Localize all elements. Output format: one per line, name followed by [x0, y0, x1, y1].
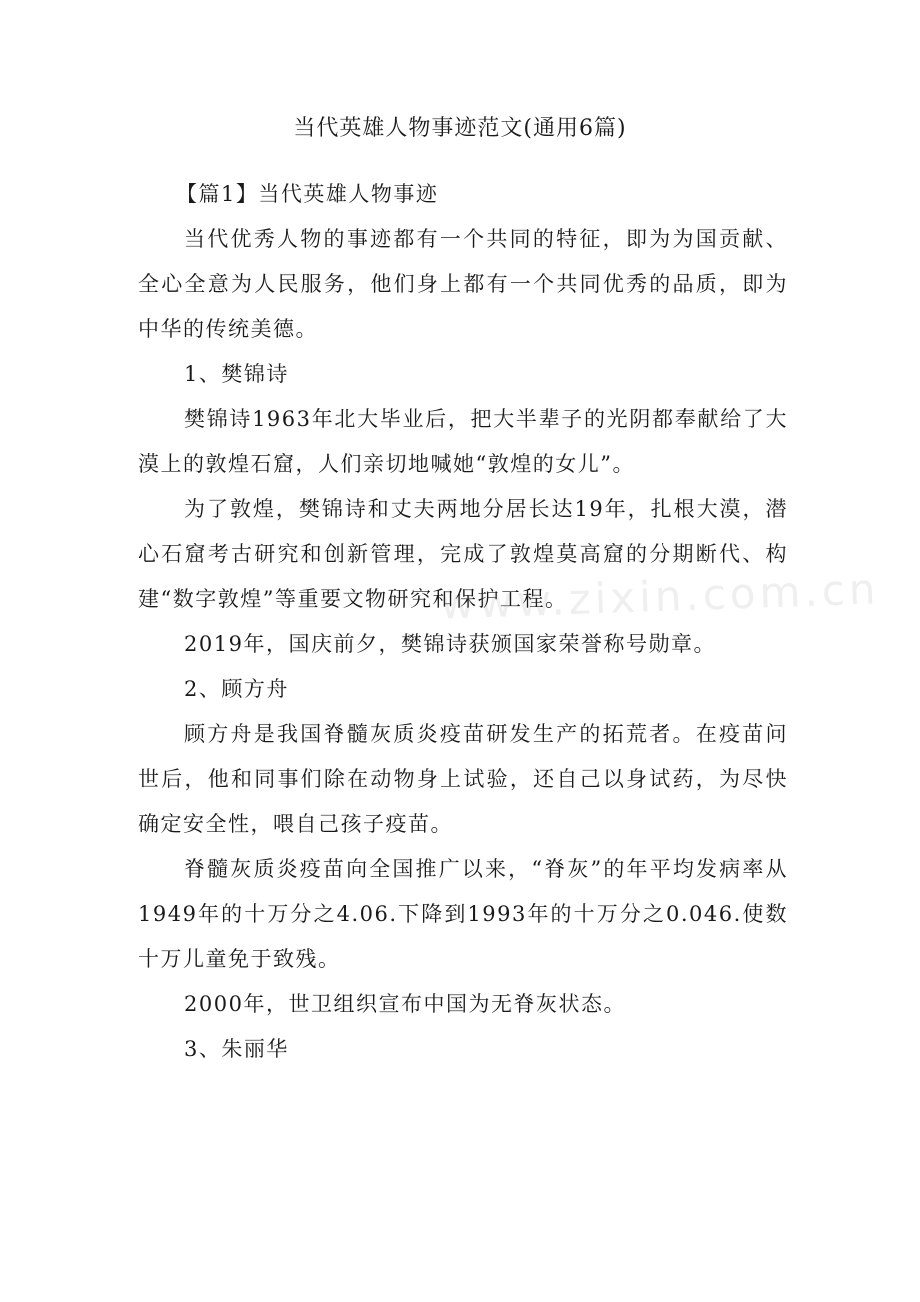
paragraph-gu-fangzhou-3: 2000年，世卫组织宣布中国为无脊灰状态。 — [184, 992, 626, 1016]
paragraph-intro: 当代优秀人物的事迹都有一个共同的特征，即为为国贡献、全心全意为人民服务，他们身上都有一个共同优秀的品质，即为中华的传统美德。 — [138, 227, 788, 341]
paragraph-fan-jinshi-1: 樊锦诗1963年北大毕业后，把大半辈子的光阴都奉献给了大漠上的敦煌石窟，人们亲切地喊她“敦煌的女儿”。 — [138, 407, 788, 476]
person-heading-zhu-lihua: 3、朱丽华 — [184, 1037, 289, 1061]
document-title: 当代英雄人物事迹范文(通用6篇) — [293, 116, 627, 141]
document-body — [138, 172, 788, 1072]
paragraph-gu-fangzhou-2: 脊髓灰质炎疫苗向全国推广以来，“脊灰”的年平均发病率从1949年的十万分之4.06.下降到1993年的十万分之0.046.使数十万儿童免于致残。 — [138, 857, 788, 971]
watermark: www.zixin.com.cn — [439, 564, 881, 629]
person-heading-gu-fangzhou: 2、顾方舟 — [184, 677, 289, 701]
paragraph-fan-jinshi-2: 为了敦煌，樊锦诗和丈夫两地分居长达19年，扎根大漠，潜心石窟考古研究和创新管理，完成了敦煌莫高窟的分期断代、构建“数字敦煌”等重要文物研究和保护工程。 — [138, 497, 788, 611]
paragraph-fan-jinshi-3: 2019年，国庆前夕，樊锦诗获颁国家荣誉称号勋章。 — [184, 632, 716, 656]
paragraph-gu-fangzhou-1: 顾方舟是我国脊髓灰质炎疫苗研发生产的拓荒者。在疫苗问世后，他和同事们除在动物身上试验，还自己以身试药，为尽快确定安全性，喂自己孩子疫苗。 — [138, 722, 788, 836]
person-heading-fan-jinshi: 1、樊锦诗 — [184, 362, 289, 386]
section-heading: 【篇1】当代英雄人物事迹 — [176, 182, 439, 206]
